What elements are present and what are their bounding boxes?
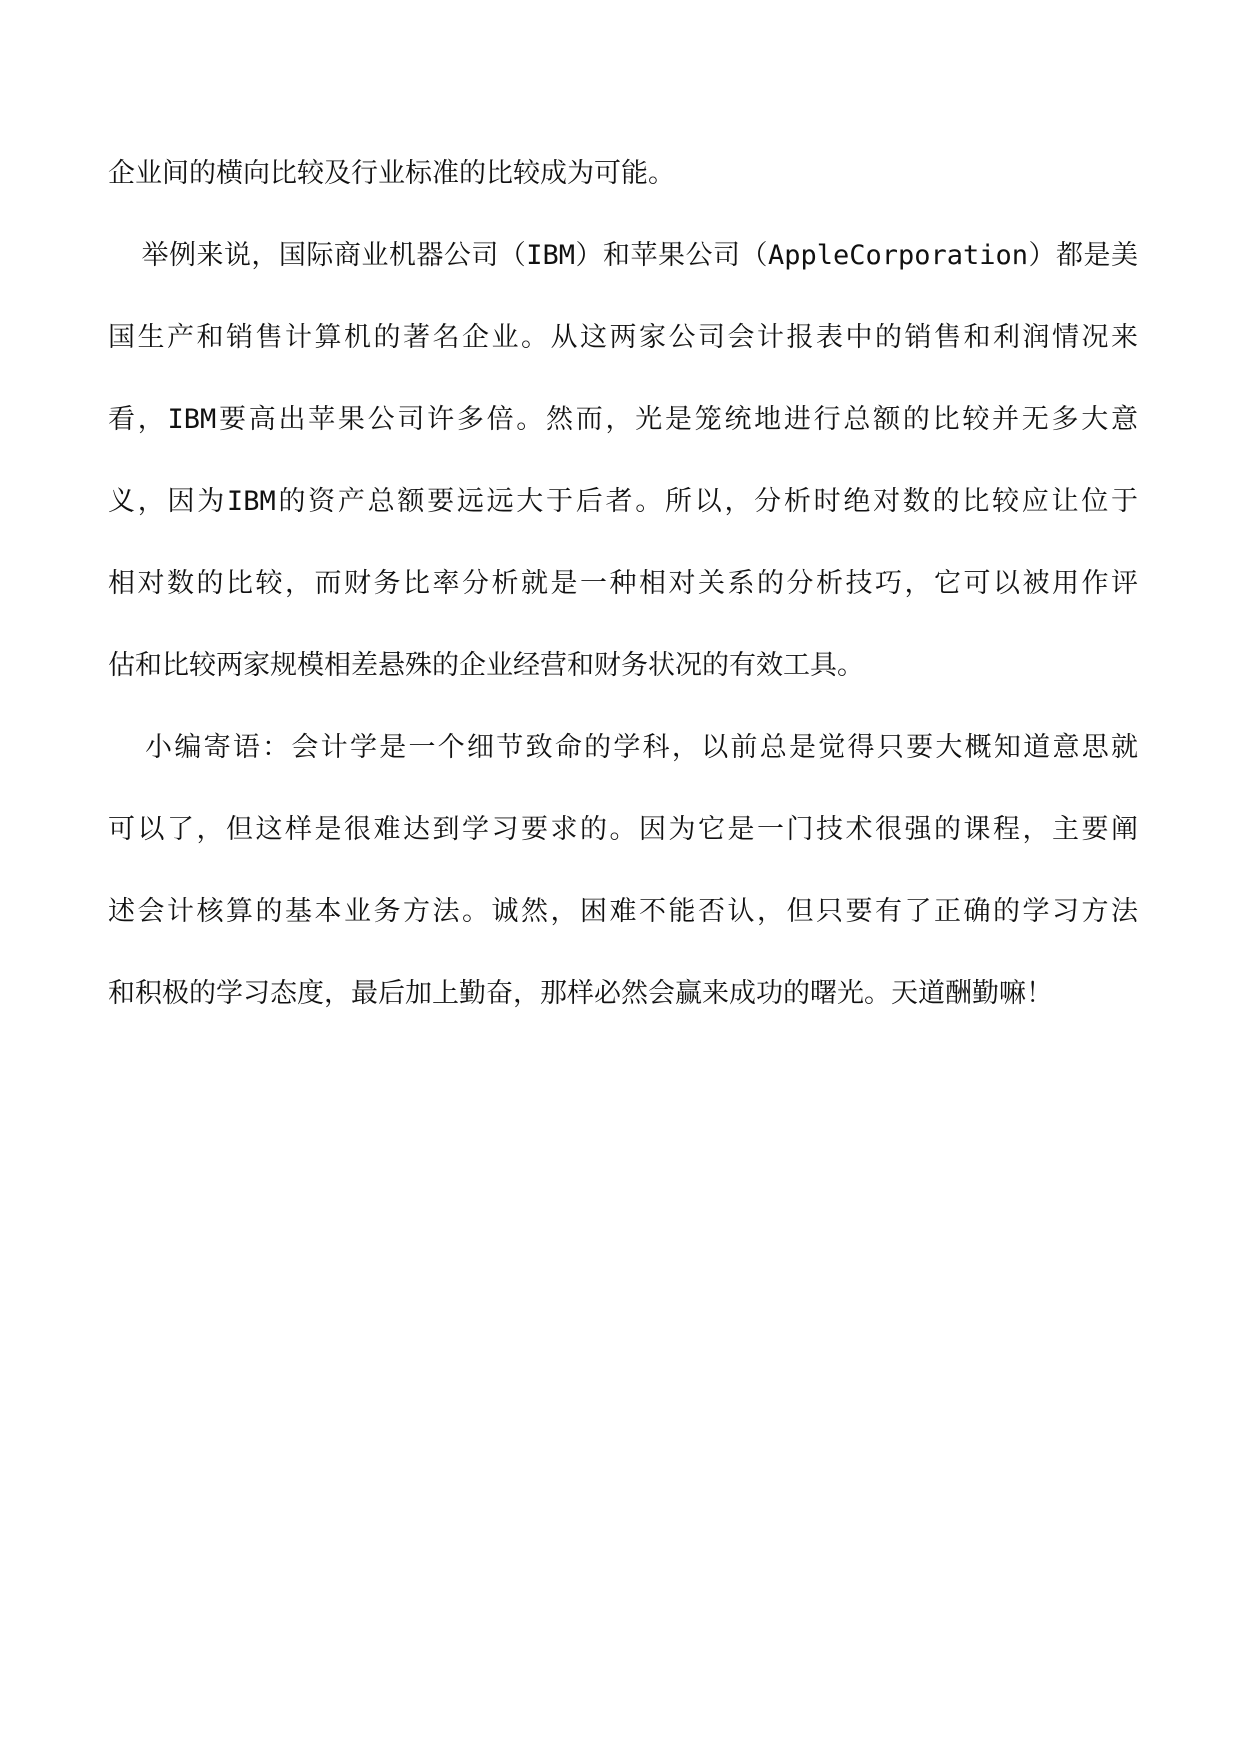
paragraph-3-line-4: 和积极的学习态度，最后加上勤奋，那样必然会赢来成功的曙光。天道酬勤嘛！ — [108, 978, 1053, 1009]
paragraph-2-line-3: 看，IBM要高出苹果公司许多倍。然而，光是笼统地进行总额的比较并无多大意 — [108, 404, 1138, 435]
paragraph-2-line-5: 相对数的比较，而财务比率分析就是一种相对关系的分析技巧，它可以被用作评 — [108, 568, 1138, 599]
paragraph-2-line-6: 估和比较两家规模相差悬殊的企业经营和财务状况的有效工具。 — [108, 650, 864, 681]
paragraph-3-line-2: 可以了，但这样是很难达到学习要求的。因为它是一门技术很强的课程，主要阐 — [108, 814, 1138, 845]
paragraph-3-line-1: 小编寄语：会计学是一个细节致命的学科，以前总是觉得只要大概知道意思就 — [108, 732, 1138, 763]
document-body — [108, 160, 1138, 1062]
paragraph-2-line-1: 举例来说，国际商业机器公司（IBM）和苹果公司（AppleCorporation）都是美 — [108, 240, 1138, 271]
paragraph-1-line-1: 企业间的横向比较及行业标准的比较成为可能。 — [108, 158, 675, 189]
paragraph-2-line-2: 国生产和销售计算机的著名企业。从这两家公司会计报表中的销售和利润情况来 — [108, 322, 1138, 353]
paragraph-3-line-3: 述会计核算的基本业务方法。诚然，困难不能否认，但只要有了正确的学习方法 — [108, 896, 1138, 927]
paragraph-2-line-4: 义，因为IBM的资产总额要远远大于后者。所以，分析时绝对数的比较应让位于 — [108, 486, 1138, 517]
